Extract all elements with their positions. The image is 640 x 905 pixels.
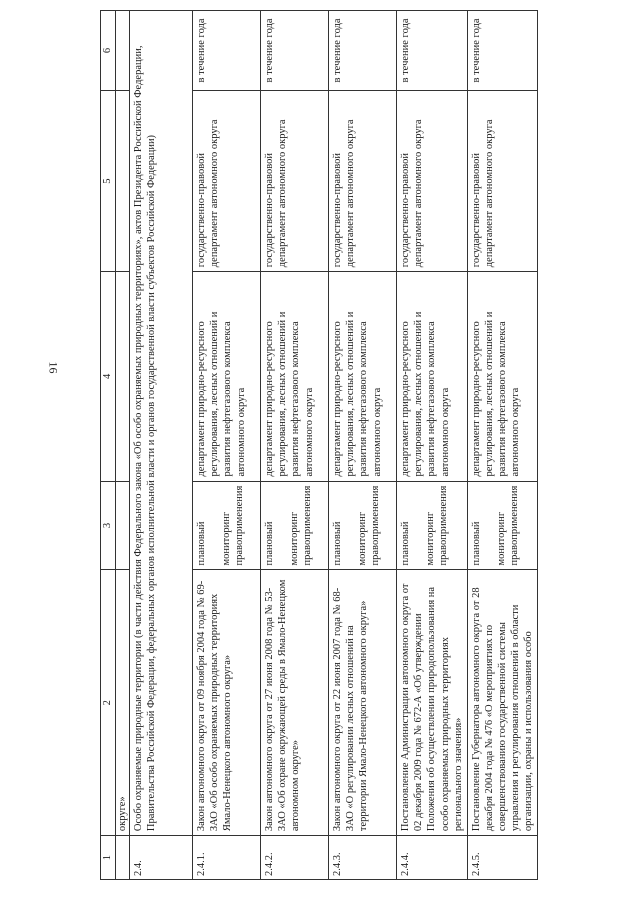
col-header-2: 2 (101, 570, 116, 836)
type-cell (193, 481, 261, 570)
type-cell (397, 481, 468, 570)
table-row (261, 11, 329, 880)
co-executor: государственно-правовой департамент автономного округа (261, 90, 329, 271)
deadline: в течение года (261, 11, 329, 91)
continuation-num-cell (116, 836, 130, 880)
legal-act: Закон автономного округа от 09 ноября 2004 года № 69-ЗАО «Об особо охраняемых природных территориях Ямало-Ненецкого автономного округа» (193, 570, 261, 836)
type-monitoring: мониторинг правоприменения (221, 485, 246, 566)
responsible-executor: департамент природно-ресурсного регулирования, лесных отношений и развития нефтегазового комплекса автономного округа (261, 272, 329, 481)
type-planned: плановый (470, 521, 482, 566)
continuation-row (116, 11, 130, 880)
co-executor: государственно-правовой департамент автономного округа (193, 90, 261, 271)
co-executor: государственно-правовой департамент автономного округа (467, 90, 538, 271)
col-header-4: 4 (101, 272, 116, 481)
type-monitoring: мониторинг правоприменения (495, 485, 520, 566)
col-header-6: 6 (101, 11, 116, 91)
column-number-row (101, 11, 116, 880)
deadline: в течение года (193, 11, 261, 91)
type-cell (261, 481, 329, 570)
co-executor: государственно-правовой департамент автономного округа (329, 90, 397, 271)
table-row (329, 11, 397, 880)
table-row (397, 11, 468, 880)
type-planned: плановый (196, 521, 208, 566)
legal-act: Закон автономного округа от 22 июня 2007 года № 68-ЗАО «О регулировании лесных отношений на территории Ямало-Ненецкого автономного округа» (329, 570, 397, 836)
rotated-table-container (100, 10, 550, 880)
section-number: 2.4. (130, 836, 193, 880)
deadline: в течение года (467, 11, 538, 91)
responsible-executor: департамент природно-ресурсного регулирования, лесных отношений и развития нефтегазового комплекса автономного округа (467, 272, 538, 481)
page-number: 16 (46, 361, 61, 374)
section-title: Особо охраняемые природные территории (в части действия Федерального закона «Об особо охраняемых природных территориях», актов Президента Российской Федерации, Правительства Российской Федерации, федеральных органов исполнительной власти и органов государственной власти субъектов Российской Федерации) (130, 11, 193, 836)
type-planned: плановый (264, 521, 276, 566)
type-planned: плановый (400, 521, 412, 566)
legal-act: Постановление Губернатора автономного округа от 28 декабря 2004 года № 476 «О мероприятиях по совершенствованию государственной системы управления и регулирования отношений в области организации, охраны и использования особо (467, 570, 538, 836)
row-number: 2.4.5. (467, 836, 538, 880)
deadline: в течение года (329, 11, 397, 91)
section-row (130, 11, 193, 880)
responsible-executor: департамент природно-ресурсного регулирования, лесных отношений и развития нефтегазового комплекса автономного округа (397, 272, 468, 481)
row-number: 2.4.1. (193, 836, 261, 880)
type-cell (329, 481, 397, 570)
legal-act: Постановление Администрации автономного округа от 02 декабря 2009 года № 672-А «Об утверждении Положения об осуществлении природопользования на особо охраняемых природных территориях регионального значения» (397, 570, 468, 836)
type-planned: плановый (332, 521, 344, 566)
col-header-3: 3 (101, 481, 116, 570)
col-header-5: 5 (101, 90, 116, 271)
monitoring-plan-table (100, 10, 538, 880)
type-monitoring: мониторинг правоприменения (289, 485, 314, 566)
table-row (193, 11, 261, 880)
row-number: 2.4.2. (261, 836, 329, 880)
legal-act: Закон автономного округа от 27 июня 2008 года № 53-ЗАО «Об охране окружающей среды в Ямало-Ненецком автономном округе» (261, 570, 329, 836)
row-number: 2.4.4. (397, 836, 468, 880)
continuation-text: округе» (116, 570, 130, 836)
type-cell (467, 481, 538, 570)
col-header-1: 1 (101, 836, 116, 880)
table-row (467, 11, 538, 880)
deadline: в течение года (397, 11, 468, 91)
row-number: 2.4.3. (329, 836, 397, 880)
responsible-executor: департамент природно-ресурсного регулирования, лесных отношений и развития нефтегазового комплекса автономного округа (193, 272, 261, 481)
co-executor: государственно-правовой департамент автономного округа (397, 90, 468, 271)
type-monitoring: мониторинг правоприменения (357, 485, 382, 566)
responsible-executor: департамент природно-ресурсного регулирования, лесных отношений и развития нефтегазового комплекса автономного округа (329, 272, 397, 481)
type-monitoring: мониторинг правоприменения (425, 485, 450, 566)
